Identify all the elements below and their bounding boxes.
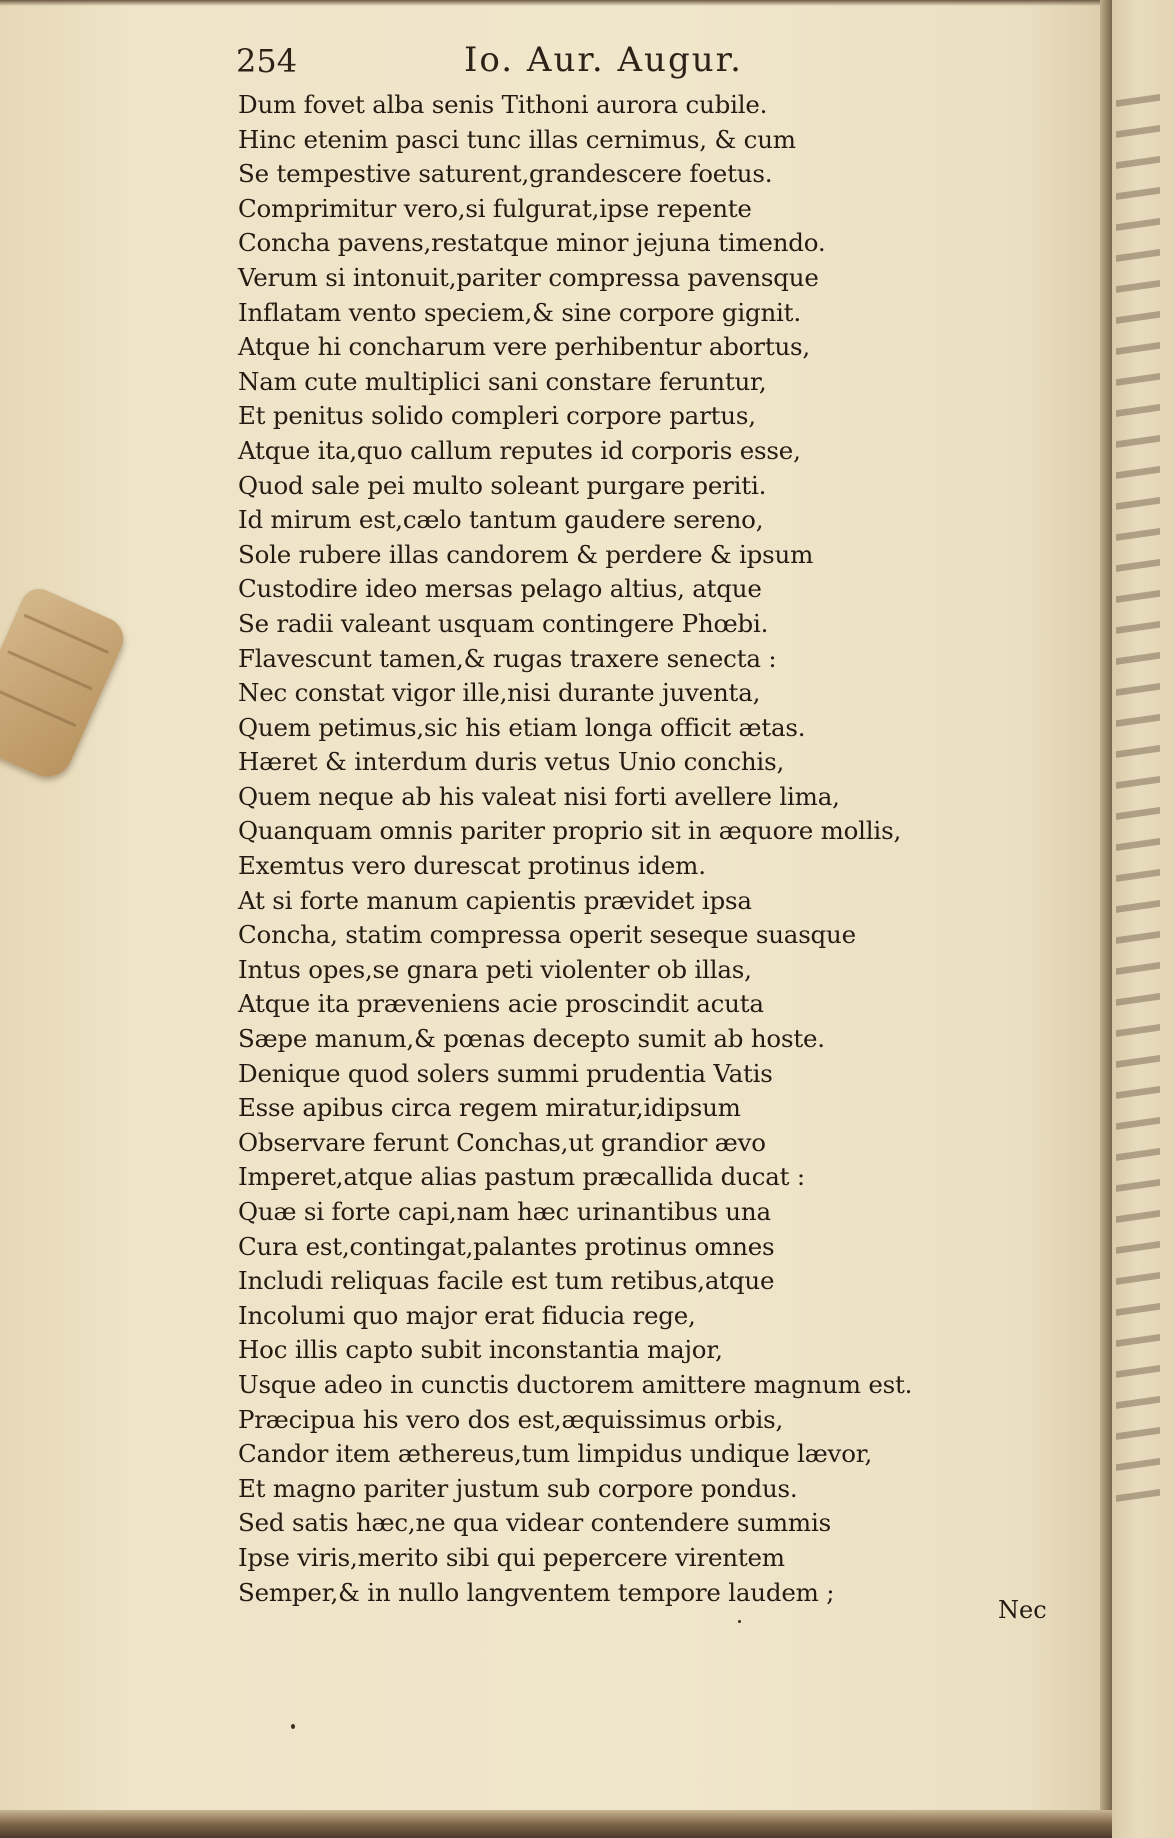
tab-stripe <box>24 614 109 654</box>
verse-line: Atque hi concharum vere perhibentur abortus, <box>238 332 810 362</box>
bleed-through-line: ▬▬ <box>1116 235 1160 267</box>
bleed-through-line: ▬▬ <box>1116 1351 1160 1383</box>
bleed-through-line: ▬▬ <box>1116 1072 1160 1104</box>
bleed-through-line: ▬▬ <box>1116 1444 1160 1476</box>
verse-line: Sæpe manum,& pœnas decepto sumit ab hoste. <box>238 1024 825 1054</box>
bleed-through-line: ▬▬ <box>1116 1320 1160 1352</box>
bleed-through-line: ▬▬ <box>1116 483 1160 515</box>
verse-line: Nam cute multiplici sani constare feruntur, <box>238 366 767 396</box>
verse-line: Observare ferunt Conchas,ut grandior ævo <box>238 1127 766 1157</box>
bleed-through-line: ▬▬ <box>1116 1227 1160 1259</box>
bleed-through-line: ▬▬ <box>1116 1165 1160 1197</box>
verse-line: Candor item æthereus,tum limpidus undique lævor, <box>238 1439 873 1469</box>
verse-line: Quem neque ab his valeat nisi forti avellere lima, <box>238 781 840 811</box>
tab-stripe <box>7 650 92 690</box>
bleed-through-line: ▬▬ <box>1116 855 1160 887</box>
bleed-through-line: ▬▬ <box>1116 173 1160 205</box>
bleed-through-line: ▬▬ <box>1116 979 1160 1011</box>
page-top-edge <box>0 0 1110 6</box>
verse-line: Præcipua his vero dos est,æquissimus orbis, <box>238 1404 784 1434</box>
verse-line: Incolumi quo major erat fiducia rege, <box>238 1300 696 1330</box>
running-head: Io. Aur. Augur. <box>464 40 743 80</box>
bleed-through-line: ▬▬ <box>1116 576 1160 608</box>
verse-line: Concha, statim compressa operit seseque suasque <box>238 920 856 950</box>
bleed-through-line: ▬▬ <box>1116 824 1160 856</box>
verse-line: Nec constat vigor ille,nisi durante juventa, <box>238 678 761 708</box>
bleed-through-line: ▬▬ <box>1116 731 1160 763</box>
verse-line: Et magno pariter justum sub corpore pondus. <box>238 1473 798 1503</box>
catchword: Nec <box>998 1596 1047 1624</box>
verse-line: Hæret & interdum duris vetus Unio conchis, <box>238 747 785 777</box>
bleed-through-line: ▬▬ <box>1116 142 1160 174</box>
bleed-through-line: ▬▬ <box>1116 390 1160 422</box>
verse-line: Esse apibus circa regem miratur,idipsum <box>238 1093 741 1123</box>
bleed-through-line: ▬▬ <box>1116 700 1160 732</box>
bleed-through-line: ▬▬ <box>1116 1010 1160 1042</box>
verse-line: Se radii valeant usquam contingere Phœbi. <box>238 608 769 638</box>
bleed-through-line: ▬▬ <box>1116 80 1160 112</box>
verse-line: Exemtus vero durescat protinus idem. <box>238 851 706 881</box>
verse-line: Se tempestive saturent,grandescere foetus. <box>238 159 773 189</box>
verse-line: Quod sale pei multo soleant purgare periti. <box>238 470 767 500</box>
bleed-through-line: ▬▬ <box>1116 1041 1160 1073</box>
bleed-through-line: ▬▬ <box>1116 793 1160 825</box>
bleed-through-line: ▬▬ <box>1116 204 1160 236</box>
verse-line: Quem petimus,sic his etiam longa officit ætas. <box>238 712 806 742</box>
verse-line: Atque ita,quo callum reputes id corporis esse, <box>238 435 801 465</box>
bleed-through-line: ▬▬ <box>1116 1413 1160 1445</box>
bleed-through-line: ▬▬ <box>1116 1134 1160 1166</box>
bleed-through-line: ▬▬ <box>1116 1258 1160 1290</box>
verse-line: Dum fovet alba senis Tithoni aurora cubile. <box>238 90 768 119</box>
bleed-through-line: ▬▬ <box>1116 545 1160 577</box>
bleed-through-line: ▬▬ <box>1116 1196 1160 1228</box>
verse-line: Hinc etenim pasci tunc illas cernimus, & cum <box>238 124 796 154</box>
bleed-through-line: ▬▬ <box>1116 886 1160 918</box>
bleed-through-line: ▬▬ <box>1116 1103 1160 1135</box>
bleed-through-line: ▬▬ <box>1116 266 1160 298</box>
bleed-through-line: ▬▬ <box>1116 1289 1160 1321</box>
bleed-through-line: ▬▬ <box>1116 1382 1160 1414</box>
verse-line: Sed satis hæc,ne qua videar contendere summis <box>238 1508 831 1538</box>
verse-line: Id mirum est,cælo tantum gaudere sereno, <box>238 505 764 535</box>
bleed-through-line: ▬▬ <box>1116 359 1160 391</box>
verse-line: Sole rubere illas candorem & perdere & ipsum <box>238 539 814 569</box>
verse-line: Inflatam vento speciem,& sine corpore gignit. <box>238 297 801 327</box>
verse-line: Custodire ideo mersas pelago altius, atque <box>238 574 762 604</box>
verse-line: Atque ita præveniens acie proscindit acuta <box>238 989 764 1019</box>
verse-line: Intus opes,se gnara peti violenter ob illas, <box>238 954 752 984</box>
verse-line: Semper,& in nullo langventem tempore laudem ; <box>238 1577 835 1607</box>
ink-speck <box>291 1724 295 1729</box>
bleed-through-line: ▬▬ <box>1116 638 1160 670</box>
verse-line: Comprimitur vero,si fulgurat,ipse repente <box>238 193 752 223</box>
verse-line: Usque adeo in cunctis ductorem amittere magnum est. <box>238 1369 913 1399</box>
verse-line: Cura est,contingat,palantes protinus omnes <box>238 1231 775 1261</box>
bleed-through-line: ▬▬ <box>1116 1475 1160 1507</box>
verse-line: Verum si intonuit,pariter compressa pavensque <box>238 262 819 292</box>
ink-speck <box>738 1620 741 1623</box>
page-number: 254 <box>236 42 298 80</box>
verse-line: Quanquam omnis pariter proprio sit in æquore mollis, <box>238 816 902 846</box>
bleed-through-line: ▬▬ <box>1116 111 1160 143</box>
facing-page-edge <box>1112 0 1175 1838</box>
bleed-through-line: ▬▬ <box>1116 917 1160 949</box>
verse-line: At si forte manum capientis prævidet ipsa <box>238 885 752 915</box>
verse-line: Denique quod solers summi prudentia Vatis <box>238 1058 773 1088</box>
tab-stripe <box>0 687 76 727</box>
verse-line: Ipse viris,merito sibi qui pepercere virentem <box>238 1542 785 1572</box>
verse-line: Hoc illis capto subit inconstantia major, <box>238 1335 723 1365</box>
page-tab-marker <box>0 583 130 785</box>
bleed-through-line: ▬▬ <box>1116 762 1160 794</box>
verse-line: Et penitus solido compleri corpore partus, <box>238 401 756 431</box>
bleed-through-line: ▬▬ <box>1116 514 1160 546</box>
bleed-through-line: ▬▬ <box>1116 421 1160 453</box>
bleed-through-line: ▬▬ <box>1116 669 1160 701</box>
verse-line: Flavescunt tamen,& rugas traxere senecta : <box>238 643 777 673</box>
verse-text <box>238 88 998 1610</box>
bleed-through-line: ▬▬ <box>1116 607 1160 639</box>
verse-line: Quæ si forte capi,nam hæc urinantibus una <box>238 1197 771 1226</box>
bleed-through-line: ▬▬ <box>1116 948 1160 980</box>
verse-line: Concha pavens,restatque minor jejuna timendo. <box>238 228 826 258</box>
bleed-through-line: ▬▬ <box>1116 452 1160 484</box>
page-bottom-edge <box>0 1810 1112 1838</box>
verse-line: Imperet,atque alias pastum præcallida ducat : <box>238 1162 805 1192</box>
bleed-through-line: ▬▬ <box>1116 328 1160 360</box>
verse-line: Includi reliquas facile est tum retibus,atque <box>238 1266 775 1296</box>
page-header <box>236 40 836 86</box>
bleed-through-line: ▬▬ <box>1116 297 1160 329</box>
